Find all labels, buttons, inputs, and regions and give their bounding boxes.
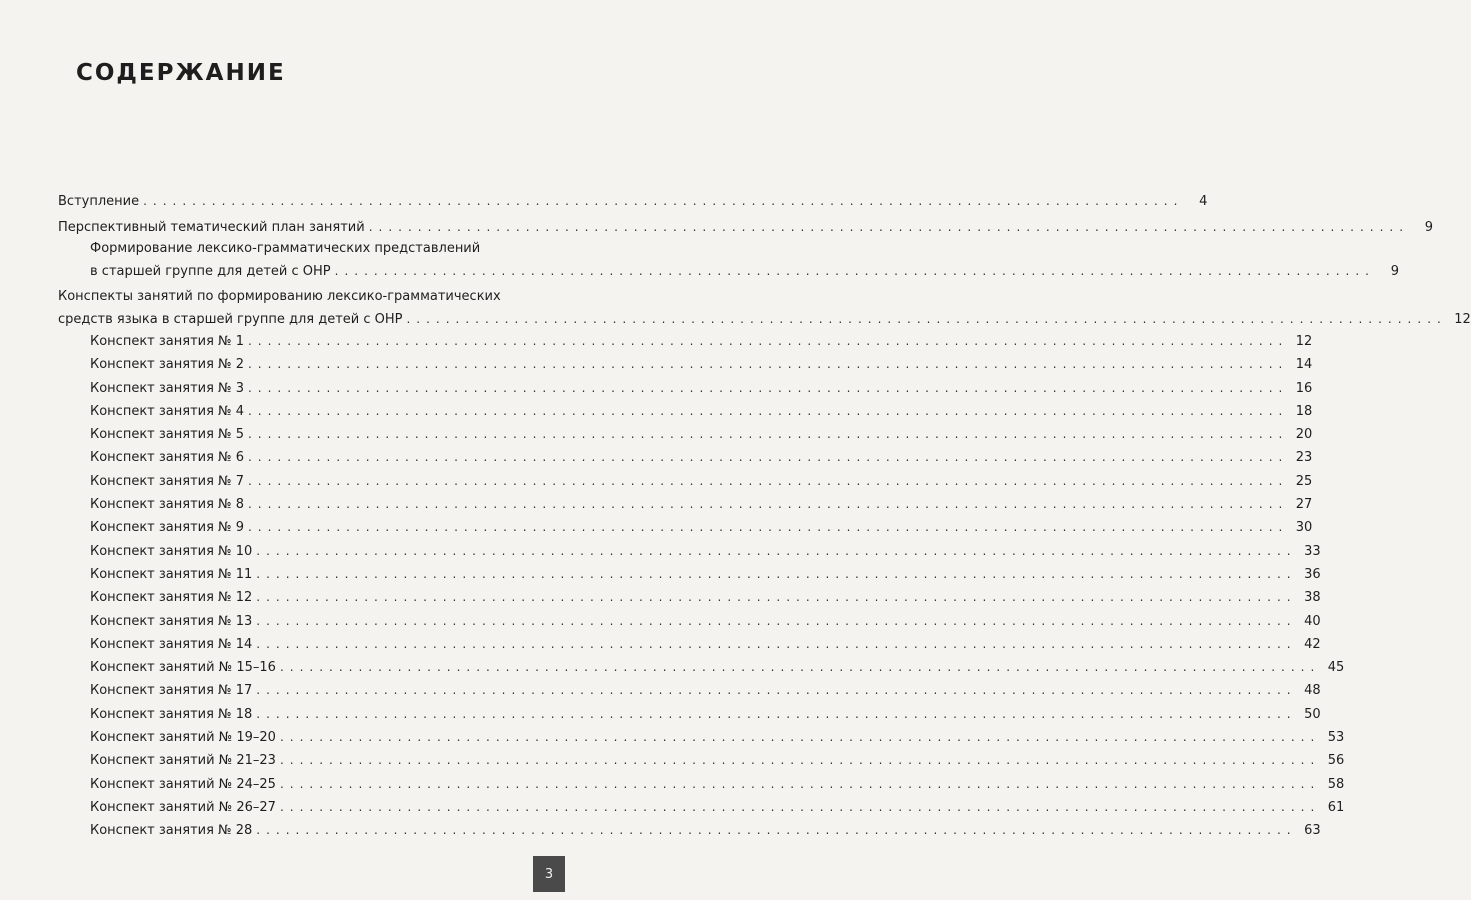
toc-entry-label: Конспект занятия № 17 xyxy=(90,683,253,699)
leader-dots: .......................................................................................................... xyxy=(247,334,1289,348)
toc-entry-label: Конспект занятия № 1 xyxy=(90,334,244,349)
toc-entry-lesson[interactable] xyxy=(58,353,1313,376)
leader-dots: .......................................................................................................... xyxy=(247,520,1289,535)
page-title: СОДЕРЖАНИЕ xyxy=(76,60,286,86)
toc-page-number: 61 xyxy=(1327,799,1345,815)
toc-entry-lesson[interactable] xyxy=(58,423,1313,446)
toc-entry-label: Конспект занятия № 14 xyxy=(90,636,253,652)
toc-entry-lesson[interactable] xyxy=(58,586,1321,609)
toc-entry-label: Конспект занятия № 11 xyxy=(90,566,253,582)
toc-page-number: 12 xyxy=(1454,312,1471,327)
toc-entry-lesson-notes[interactable] xyxy=(58,286,1471,330)
toc-page-number: 45 xyxy=(1327,660,1345,676)
toc-page-number: 14 xyxy=(1295,357,1313,373)
table-of-contents xyxy=(58,190,1471,843)
toc-entry-label-line2: средств языка в старшей группе для детей с ОНР xyxy=(58,312,403,327)
toc-entry-thematic-plan[interactable] xyxy=(58,216,1434,238)
toc-page-number: 27 xyxy=(1295,497,1313,513)
toc-page-number: 56 xyxy=(1327,753,1345,769)
leader-dots: .......................................................................................................... xyxy=(256,683,1297,698)
leader-dots: .......................................................................................................... xyxy=(279,799,1321,814)
leader-dots: .......................................................................................................... xyxy=(256,636,1297,651)
leader-dots: .......................................................................................................... xyxy=(406,312,1447,326)
toc-entry-label: Конспект занятий № 15–16 xyxy=(90,660,276,676)
toc-page-number: 23 xyxy=(1295,450,1313,466)
toc-entry-lesson[interactable] xyxy=(58,773,1345,796)
toc-entry-label: Конспект занятия № 10 xyxy=(90,543,253,559)
toc-entry-label-line2: в старшей группе для детей с ОНР xyxy=(90,264,331,279)
toc-entry-lesson[interactable] xyxy=(58,749,1345,772)
toc-entry-label: Конспект занятий № 19–20 xyxy=(90,730,276,746)
leader-dots: .......................................................................................................... xyxy=(247,427,1289,442)
leader-dots: .......................................................................................................... xyxy=(368,220,1410,234)
toc-entry-label: Конспект занятия № 2 xyxy=(90,357,244,373)
leader-dots: .......................................................................................................... xyxy=(256,706,1297,721)
toc-entry-label: Конспект занятия № 5 xyxy=(90,427,244,443)
leader-dots: .......................................................................................................... xyxy=(247,380,1289,395)
page-number-badge: 3 xyxy=(533,856,565,892)
leader-dots: .......................................................................................................... xyxy=(256,590,1297,605)
toc-page-number: 20 xyxy=(1295,427,1313,443)
toc-page-number: 16 xyxy=(1295,380,1313,396)
toc-page-number: 53 xyxy=(1327,730,1345,746)
toc-entry-lesson[interactable] xyxy=(58,330,1313,353)
leader-dots: .......................................................................................................... xyxy=(256,823,1297,838)
toc-page-number: 30 xyxy=(1295,520,1313,536)
toc-entry-lesson[interactable] xyxy=(58,679,1321,702)
toc-entry-label: Конспект занятия № 13 xyxy=(90,613,253,629)
leader-dots: .......................................................................................................... xyxy=(143,194,1184,208)
toc-entry-label: Конспект занятия № 6 xyxy=(90,450,244,466)
toc-entry-lesson[interactable] xyxy=(58,656,1345,679)
toc-entry-label: Конспект занятия № 8 xyxy=(90,497,244,513)
leader-dots: .......................................................................................................... xyxy=(279,730,1321,745)
toc-entry-lesson[interactable] xyxy=(58,796,1345,819)
toc-page-number: 18 xyxy=(1295,403,1313,419)
toc-entry-lesson[interactable] xyxy=(58,446,1313,469)
toc-entry-label: Конспект занятия № 9 xyxy=(90,520,244,536)
toc-entry-lesson[interactable] xyxy=(58,493,1313,516)
leader-dots: .......................................................................................................... xyxy=(279,776,1321,791)
toc-entry-label: Конспект занятий № 21–23 xyxy=(90,753,276,769)
toc-page-number: 50 xyxy=(1304,706,1321,722)
toc-entry-lesson[interactable] xyxy=(58,516,1313,539)
toc-page-number: 25 xyxy=(1295,473,1313,489)
toc-entry-label: Конспект занятия № 18 xyxy=(90,706,253,722)
leader-dots: .......................................................................................................... xyxy=(256,613,1297,628)
toc-entry-label: Конспект занятия № 12 xyxy=(90,590,253,606)
toc-entry-lesson[interactable] xyxy=(58,470,1313,493)
toc-entry-label: Конспект занятий № 26–27 xyxy=(90,799,276,815)
toc-page-number: 42 xyxy=(1304,636,1321,652)
leader-dots: .......................................................................................................... xyxy=(334,264,1375,278)
toc-entry-lesson[interactable] xyxy=(58,400,1313,423)
toc-entry-label: Конспект занятия № 4 xyxy=(90,403,244,419)
toc-page-number: 36 xyxy=(1304,566,1321,582)
toc-entry-lesson[interactable] xyxy=(58,377,1313,400)
toc-entry-lesson[interactable] xyxy=(58,610,1321,633)
toc-entry-label: Конспект занятия № 28 xyxy=(90,823,253,839)
leader-dots: .......................................................................................................... xyxy=(256,543,1297,558)
toc-entry-lesson[interactable] xyxy=(58,819,1321,842)
toc-entry-label: Конспект занятия № 7 xyxy=(90,473,244,489)
toc-entry-label: Конспект занятий № 24–25 xyxy=(90,776,276,792)
toc-entry-label: Вступление xyxy=(58,194,140,209)
toc-page-number: 40 xyxy=(1304,613,1321,629)
toc-entry-lesson[interactable] xyxy=(58,726,1345,749)
toc-entry-introduction[interactable] xyxy=(58,190,1208,212)
leader-dots: .......................................................................................................... xyxy=(247,450,1289,465)
leader-dots: .......................................................................................................... xyxy=(247,473,1289,488)
toc-page-number: 9 xyxy=(1390,264,1399,279)
toc-page-number: 38 xyxy=(1304,590,1321,606)
toc-page-number: 33 xyxy=(1304,543,1321,559)
toc-page-number: 9 xyxy=(1424,220,1434,235)
leader-dots: .......................................................................................................... xyxy=(247,497,1289,512)
leader-dots: .......................................................................................................... xyxy=(247,403,1289,418)
toc-page-number: 63 xyxy=(1304,823,1321,839)
toc-page-number: 58 xyxy=(1327,776,1345,792)
toc-entry-label: Перспективный тематический план занятий xyxy=(58,220,365,235)
leader-dots: .......................................................................................................... xyxy=(247,357,1289,372)
toc-entry-lesson[interactable] xyxy=(58,633,1321,656)
toc-page-number: 48 xyxy=(1304,683,1321,699)
toc-page-number: 12 xyxy=(1295,334,1313,349)
toc-page-number: 4 xyxy=(1199,194,1208,209)
toc-entry-lesson[interactable] xyxy=(58,563,1321,586)
toc-entry-lesson[interactable] xyxy=(58,540,1321,563)
toc-entry-label-line1: Формирование лексико-грамматических представлений xyxy=(90,241,481,256)
toc-entry-label: Конспект занятия № 3 xyxy=(90,380,244,396)
toc-entry-lesson[interactable] xyxy=(58,703,1321,726)
leader-dots: .......................................................................................................... xyxy=(279,660,1321,675)
leader-dots: .......................................................................................................... xyxy=(256,566,1297,581)
leader-dots: .......................................................................................................... xyxy=(279,753,1321,768)
toc-entry-label-line1: Конспекты занятий по формированию лексико-грамматических xyxy=(58,289,501,304)
toc-entry-formation[interactable] xyxy=(58,238,1399,282)
